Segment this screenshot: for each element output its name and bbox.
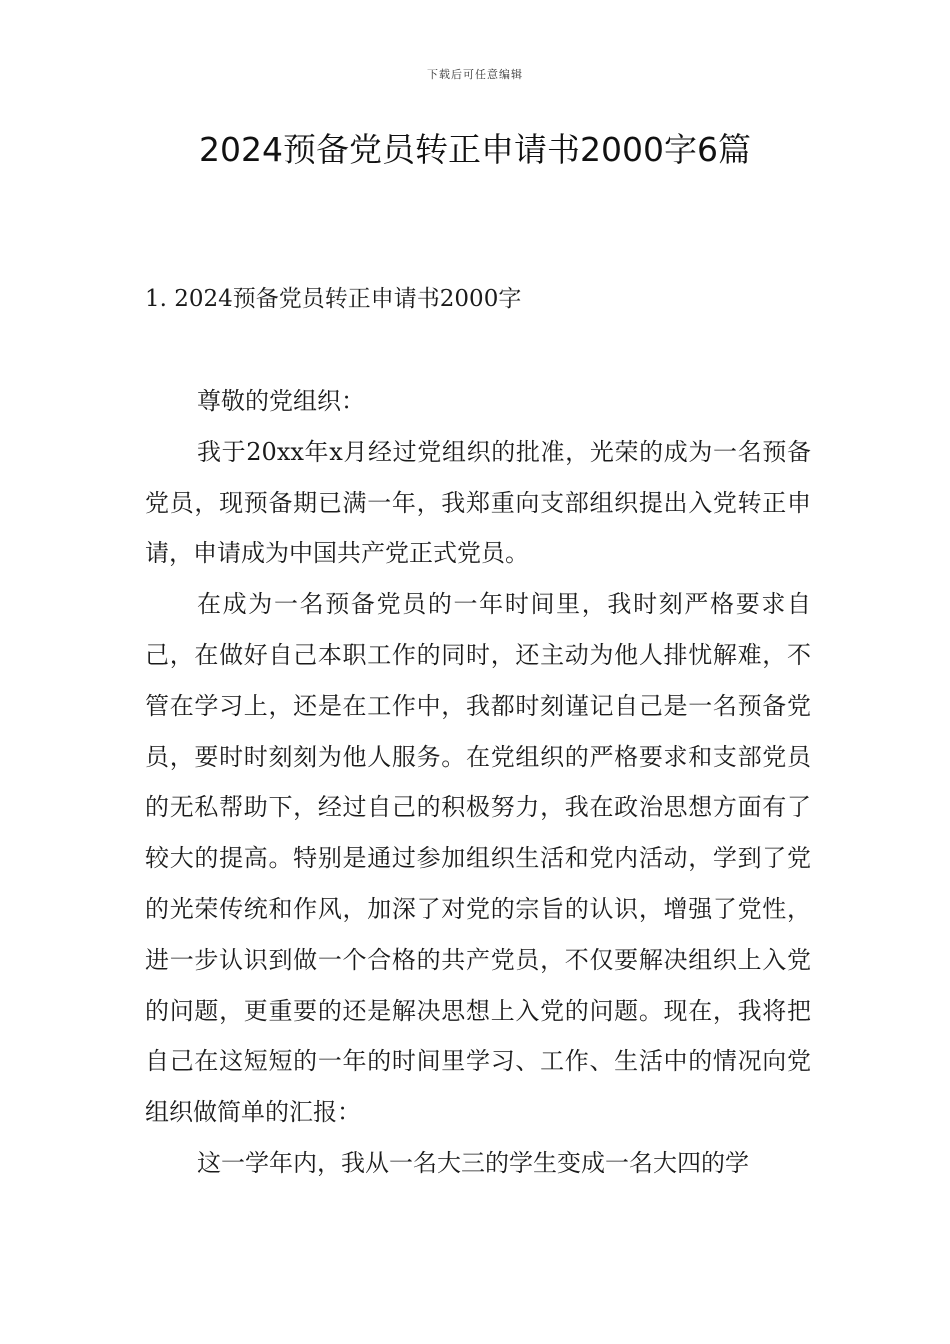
paragraph: 这一学年内，我从一名大三的学生变成一名大四的学 [197,1148,749,1177]
paragraph: 在成为一名预备党员的一年时间里，我时刻严格要求自己，在做好自己本职工作的同时，还主动为他人排忧解难，不管在学习上，还是在工作中，我都时刻谨记自己是一名预备党员，要时时刻刻为他人服务。在党组织的严格要求和支部党员的无私帮助下，经过自己的积极努力，我在政治思想方面有了较大的提高。特别是通过参加组织生活和党内活动，学到了党的光荣传统和作风，加深了对党的宗旨的认识，增强了党性，进一步认识到做一个合格的共产党员，不仅要解决组织上入党的问题，更重要的还是解决思想上入党的问题。现在，我将把自己在这短短的一年的时间里学习、工作、生活中的情况向党组织做简单的汇报： [145,590,811,1127]
document-title: 2024预备党员转正申请书2000字6篇 [199,130,751,169]
body-text [145,376,811,1189]
header-note: 下载后可任意编辑 [427,68,523,81]
section-heading: 1. 2024预备党员转正申请书2000字 [145,286,522,312]
paragraph: 我于20xx年x月经过党组织的批准，光荣的成为一名预备党员，现预备期已满一年，我郑重向支部组织提出入党转正申请，申请成为中国共产党正式党员。 [145,437,811,568]
salutation: 尊敬的党组织： [197,387,365,415]
